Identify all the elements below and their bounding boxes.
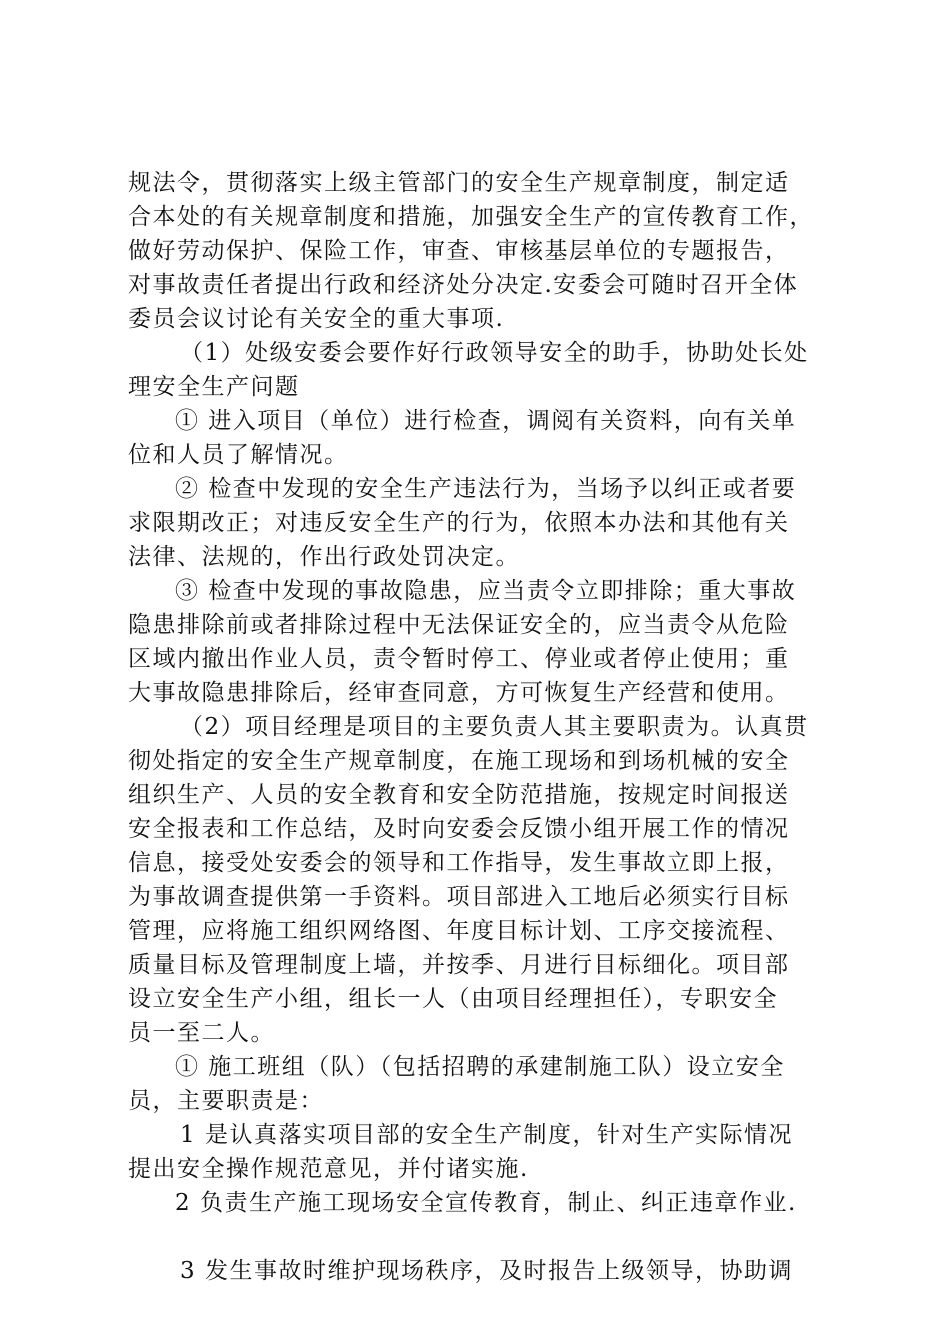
text-line: 组织生产、人员的安全教育和安全防范措施，按规定时间报送 bbox=[128, 782, 790, 808]
text-line: 合本处的有关规章制度和措施，加强安全生产的宣传教育工作， bbox=[128, 204, 814, 230]
text-line: 大事故隐患排除后，经审查同意，方可恢复生产经营和使用。 bbox=[128, 680, 790, 706]
text-line: 对事故责任者提出行政和经济处分决定.安委会可随时召开全体 bbox=[128, 272, 799, 298]
text-line: 员，主要职责是： bbox=[128, 1088, 324, 1114]
text-line: 2 负责生产施工现场安全宣传教育，制止、纠正违章作业. bbox=[175, 1190, 797, 1216]
text-line: 员一至二人。 bbox=[128, 1020, 275, 1046]
text-line: 设立安全生产小组，组长一人（由项目经理担任），专职安全 bbox=[128, 986, 778, 1012]
text-line: 隐患排除前或者排除过程中无法保证安全的，应当责令从危险 bbox=[128, 612, 790, 638]
text-line: 信息，接受处安委会的领导和工作指导，发生事故立即上报， bbox=[128, 850, 790, 876]
text-line: （1）处级安委会要作好行政领导安全的助手，协助处长处 bbox=[180, 340, 809, 366]
text-line: 法律、法规的，作出行政处罚决定。 bbox=[128, 544, 520, 570]
text-line: 提出安全操作规范意见，并付诸实施. bbox=[128, 1156, 529, 1182]
text-line: 委员会议讨论有关安全的重大事项. bbox=[128, 306, 505, 332]
text-line: 区域内撤出作业人员，责令暂时停工、停业或者停止使用；重 bbox=[128, 646, 790, 672]
text-line: 做好劳动保护、保险工作，审查、审核基层单位的专题报告， bbox=[128, 238, 790, 264]
text-line: 质量目标及管理制度上墙，并按季、月进行目标细化。项目部 bbox=[128, 952, 790, 978]
text-line: 3 发生事故时维护现场秩序，及时报告上级领导，协助调 bbox=[180, 1258, 793, 1284]
text-line: ① 施工班组（队）（包括招聘的承建制施工队）设立安全 bbox=[175, 1054, 785, 1080]
text-line: 彻处指定的安全生产规章制度，在施工现场和到场机械的安全 bbox=[128, 748, 790, 774]
text-line: ② 检查中发现的安全生产违法行为，当场予以纠正或者要 bbox=[175, 476, 797, 502]
text-line: ③ 检查中发现的事故隐患，应当责令立即排除；重大事故 bbox=[175, 578, 797, 604]
text-line: 安全报表和工作总结，及时向安委会反馈小组开展工作的情况 bbox=[128, 816, 790, 842]
text-line: 管理，应将施工组织网络图、年度目标计划、工序交接流程、 bbox=[128, 918, 790, 944]
text-line: 理安全生产问题 bbox=[128, 374, 300, 400]
text-line: 为事故调查提供第一手资料。项目部进入工地后必须实行目标 bbox=[128, 884, 790, 910]
text-line: ① 进入项目（单位）进行检查，调阅有关资料，向有关单 bbox=[175, 408, 797, 434]
text-line: （2）项目经理是项目的主要负责人其主要职责为。认真贯 bbox=[180, 714, 809, 740]
text-line: 位和人员了解情况。 bbox=[128, 442, 349, 468]
text-line: 求限期改正；对违反安全生产的行为，依照本办法和其他有关 bbox=[128, 510, 790, 536]
text-line: 规法令，贯彻落实上级主管部门的安全生产规章制度，制定适 bbox=[128, 170, 790, 196]
text-line: 1 是认真落实项目部的安全生产制度，针对生产实际情况 bbox=[180, 1122, 793, 1148]
